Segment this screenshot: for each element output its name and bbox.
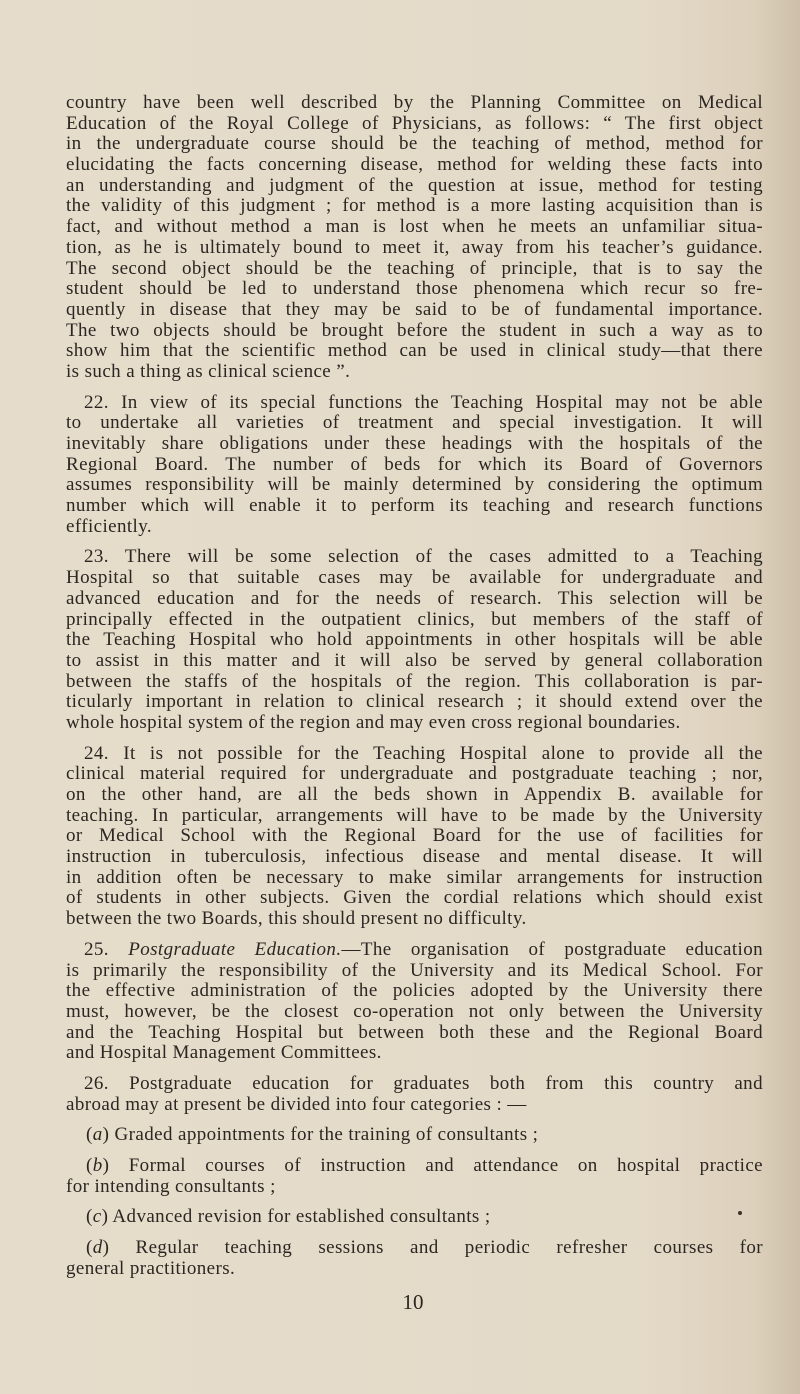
text-line: in addition often be necessary to make similar arrangements for instruction <box>66 866 763 888</box>
text-line: student should be led to understand those phenomena which recur so fre- <box>66 278 763 300</box>
text-line: show him that the scientific method can be used in clinical study—that there <box>66 340 763 362</box>
item-label: d <box>92 1237 103 1259</box>
text-line: between the staffs of the hospitals of the region. This collaboration is par- <box>66 670 763 692</box>
text-line: is primarily the responsibility of the University and its Medical School. For <box>66 959 763 981</box>
text-line: is such a thing as clinical science ”. <box>66 360 351 382</box>
page-number: 10 <box>402 1290 424 1314</box>
text-line: (b) Formal courses of instruction and attendance on hospital practice <box>86 1155 763 1176</box>
text-line: general practitioners. <box>66 1257 236 1279</box>
text-line: (d) Regular teaching sessions and periodic refresher courses for <box>86 1237 763 1259</box>
text-line: and the Teaching Hospital but between both these and the Regional Board <box>66 1021 763 1043</box>
text-line: in the undergraduate course should be the teaching of method, method for <box>66 133 763 155</box>
text-line: must, however, be the closest co-operation not only between the University <box>66 1000 763 1022</box>
text-line: to assist in this matter and it will also be served by general collaboration <box>66 649 763 671</box>
text-line: principally effected in the outpatient clinics, but members of the staff of <box>66 608 763 630</box>
text-line: 23. There will be some selection of the cases admitted to a Teaching <box>84 546 763 568</box>
text-line: (c) Advanced revision for established consultants ; <box>86 1206 491 1228</box>
list-item <box>66 1238 763 1279</box>
text-line: Hospital so that suitable cases may be available for undergraduate and <box>66 567 763 589</box>
text-line: the effective administration of the policies adopted by the University there <box>66 980 763 1002</box>
text-line: ticularly important in relation to clinical research ; it should extend over the <box>66 691 763 713</box>
item-label: b <box>92 1155 103 1176</box>
text-line: assumes responsibility will be mainly determined by considering the optimum <box>66 474 763 496</box>
text-line: The two objects should be brought before the student in such a way as to <box>66 319 763 341</box>
text-line: of students in other subjects. Given the cordial relations which should exist <box>66 887 763 909</box>
text-line: quently in disease that they may be said to be of fundamental importance. <box>66 298 763 320</box>
paragraph <box>66 547 763 733</box>
text-line: inevitably share obligations under these headings with the hospitals of the <box>66 433 763 454</box>
paragraph <box>66 93 763 383</box>
document-page <box>66 93 763 1279</box>
text-line: efficiently. <box>66 515 153 537</box>
text-line: 25. Postgraduate Education.—The organisation of postgraduate education <box>84 938 763 960</box>
text-line: teaching. In particular, arrangements will have to be made by the University <box>66 804 763 826</box>
text-line: between the two Boards, this should present no difficulty. <box>66 908 527 930</box>
text-line: fact, and without method a man is lost when he meets an unfamiliar situa- <box>66 216 763 238</box>
text-line: the Teaching Hospital who hold appointments in other hospitals will be able <box>66 629 763 651</box>
text-line: an understanding and judgment of the question at issue, method for testing <box>66 174 763 196</box>
ink-speck <box>738 1211 742 1215</box>
text-line: and Hospital Management Committees. <box>66 1042 382 1064</box>
text-line: advanced education and for the needs of research. This selection will be <box>66 587 763 609</box>
paragraph <box>66 940 763 1064</box>
text-line: 26. Postgraduate education for graduates both from this country and <box>84 1072 763 1094</box>
list-item <box>66 1125 763 1146</box>
text-line: elucidating the facts concerning disease, method for welding these facts into <box>66 154 763 176</box>
text-line: instruction in tuberculosis, infectious disease and mental disease. It will <box>66 846 763 868</box>
paragraph <box>66 744 763 930</box>
text-line: Regional Board. The number of beds for which its Board of Governors <box>66 453 763 475</box>
text-line: abroad may at present be divided into four categories : — <box>66 1093 527 1115</box>
text-line: clinical material required for undergraduate and postgraduate teaching ; nor, <box>66 763 763 785</box>
text-line: the validity of this judgment ; for method is a more lasting acquisition than is <box>66 195 763 217</box>
item-label: a <box>92 1124 103 1146</box>
italic-heading: Postgraduate Education. <box>128 938 342 960</box>
text-line: 22. In view of its special functions the Teaching Hospital may not be able <box>84 391 763 413</box>
text-line: Education of the Royal College of Physicians, as follows: “ The first object <box>66 112 763 134</box>
text-line: country have been well described by the Planning Committee on Medical <box>66 92 763 113</box>
list-item <box>66 1207 763 1228</box>
text-line: tion, as he is ultimately bound to meet it, away from his teacher’s guidance. <box>66 236 763 258</box>
text-line: (a) Graded appointments for the training of consultants ; <box>86 1124 539 1146</box>
text-line: or Medical School with the Regional Board for the use of facilities for <box>66 825 763 847</box>
item-label: c <box>92 1206 102 1228</box>
text-line: 24. It is not possible for the Teaching Hospital alone to provide all the <box>84 742 763 764</box>
text-line: whole hospital system of the region and may even cross regional boundaries. <box>66 711 681 733</box>
text-line: number which will enable it to perform its teaching and research functions <box>66 495 763 517</box>
text-line: to undertake all varieties of treatment and special investigation. It will <box>66 412 763 434</box>
list-item <box>66 1156 763 1197</box>
text-line: for intending consultants ; <box>66 1175 276 1197</box>
paragraph <box>66 393 763 538</box>
paragraph <box>66 1074 763 1115</box>
text-line: The second object should be the teaching of principle, that is to say the <box>66 257 763 279</box>
text-line: on the other hand, are all the beds shown in Appendix B. available for <box>66 784 763 805</box>
